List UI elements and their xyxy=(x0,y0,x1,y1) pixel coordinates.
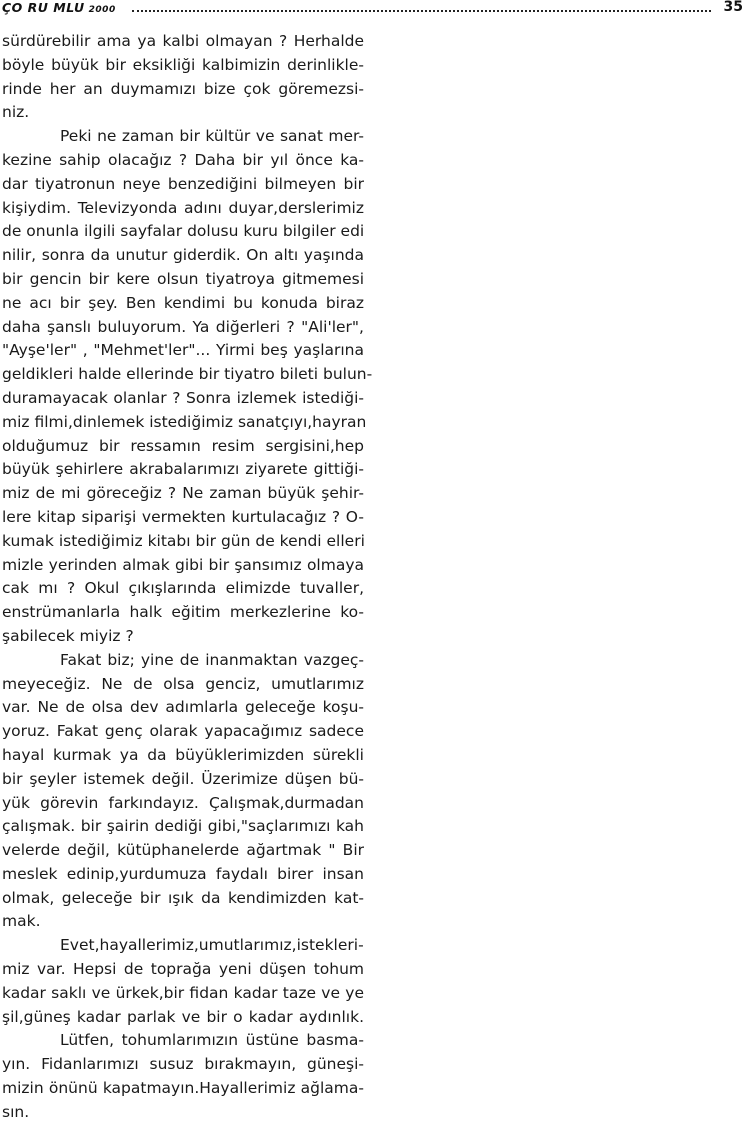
text-line: cak mı ? Okul çıkışlarında elimizde tuvaller, xyxy=(2,579,364,598)
text-line: olmak, geleceğe bir ışık da kendimizden kat- xyxy=(2,888,364,907)
text-line: büyük şehirlere akrabalarımızı ziyarete gittiği- xyxy=(2,460,364,479)
text-line: Evet,hayallerimiz,umutlarımız,istekleri- xyxy=(60,936,364,955)
dotted-leader xyxy=(132,10,711,12)
publication-year: 2000 xyxy=(88,5,116,15)
text-line: kumak istediğimiz kitabı bir gün de kendi elleri xyxy=(2,531,365,550)
publication-title xyxy=(2,0,116,15)
text-line: mizin önünü kapatmayın.Hayallerimiz ağlama- xyxy=(2,1079,364,1098)
text-line: bir şeyler istemek değil. Üzerimize düşen bü- xyxy=(2,769,364,788)
page-number: 35 xyxy=(723,0,743,15)
text-line: çalışmak. bir şairin dediği gibi,"saçlarımızı kah xyxy=(2,817,364,836)
text-line: var. Ne de olsa dev adımlarla geleceğe koşu- xyxy=(2,698,364,717)
text-line: mizle yerinden almak gibi bir şansımız olmaya xyxy=(2,555,364,574)
text-line: rinde her an duymamızı bize çok göremezsi- xyxy=(2,79,364,98)
text-line: kezine sahip olacağız ? Daha bir yıl önce ka- xyxy=(2,150,364,169)
text-line: nilir, sonra da unutur giderdik. On altı yaşında xyxy=(2,246,364,265)
text-line: şabilecek miyiz ? xyxy=(2,626,134,645)
text-line: şil,güneş kadar parlak ve bir o kadar aydınlık. xyxy=(2,1007,364,1026)
text-line: Peki ne zaman bir kültür ve sanat mer- xyxy=(60,127,364,146)
text-line: ne acı bir şey. Ben kendimi bu konuda biraz xyxy=(2,293,364,312)
text-line: kadar saklı ve ürkek,bir fidan kadar taze ve ye xyxy=(2,983,364,1002)
text-line: miz de mi göreceğiz ? Ne zaman büyük şehir- xyxy=(2,484,364,503)
article-column xyxy=(2,30,373,1125)
text-line: "Ayşe'ler" , "Mehmet'ler"... Yirmi beş yaşlarına xyxy=(2,341,364,360)
text-line: bir gencin bir kere olsun tiyatroya gitmemesi xyxy=(2,269,364,288)
publication-name: ÇO RU MLU xyxy=(2,0,85,15)
text-line: Lütfen, tohumlarımızın üstüne basma- xyxy=(60,1031,364,1050)
text-line: Fakat biz; yine de inanmaktan vazgeç- xyxy=(60,650,364,669)
text-line: dar tiyatronun neye benzediğini bilmeyen bir xyxy=(2,174,364,193)
text-line: yük görevin farkındayız. Çalışmak,durmadan xyxy=(2,793,364,812)
text-line: daha şanslı buluyorum. Ya diğerleri ? "Ali'ler", xyxy=(2,317,364,336)
text-line: kişiydim. Televizyonda adını duyar,derslerimiz xyxy=(2,198,364,217)
text-line: de onunla ilgili sayfalar dolusu kuru bilgiler edi xyxy=(2,222,365,241)
text-line: olduğumuz bir ressamın resim sergisini,hep xyxy=(2,436,364,455)
text-line: mak. xyxy=(2,912,41,931)
text-line: sın. xyxy=(2,1102,30,1121)
text-line: yın. Fidanlarımızı susuz bırakmayın, güneşi- xyxy=(2,1055,364,1074)
text-line: sürdürebilir ama ya kalbi olmayan ? Herhalde xyxy=(2,32,364,50)
text-line: enstrümanlarla halk eğitim merkezlerine ko- xyxy=(2,603,364,622)
text-line: yoruz. Fakat genç olarak yapacağımız sadece xyxy=(2,722,364,741)
text-line: meslek edinip,yurdumuza faydalı birer insan xyxy=(2,864,364,883)
text-line: velerde değil, kütüphanelerde ağartmak " Bir xyxy=(2,841,364,860)
text-line: hayal kurmak ya da büyüklerimizden sürekli xyxy=(2,745,364,764)
text-line: böyle büyük bir eksikliği kalbimizin derinlikle- xyxy=(2,55,364,74)
page-header xyxy=(0,0,745,20)
text-line: geldikleri halde ellerinde bir tiyatro bileti bulun- xyxy=(2,365,373,384)
text-line: miz filmi,dinlemek istediğimiz sanatçıyı,hayran xyxy=(2,412,367,431)
text-line: lere kitap siparişi vermekten kurtulacağız ? O- xyxy=(2,507,364,526)
text-line: duramayacak olanlar ? Sonra izlemek istediği- xyxy=(2,388,364,407)
text-line: niz. xyxy=(2,103,30,122)
text-line: miz var. Hepsi de toprağa yeni düşen tohum xyxy=(2,960,364,979)
text-line: meyeceğiz. Ne de olsa genciz, umutlarımız xyxy=(2,674,364,693)
